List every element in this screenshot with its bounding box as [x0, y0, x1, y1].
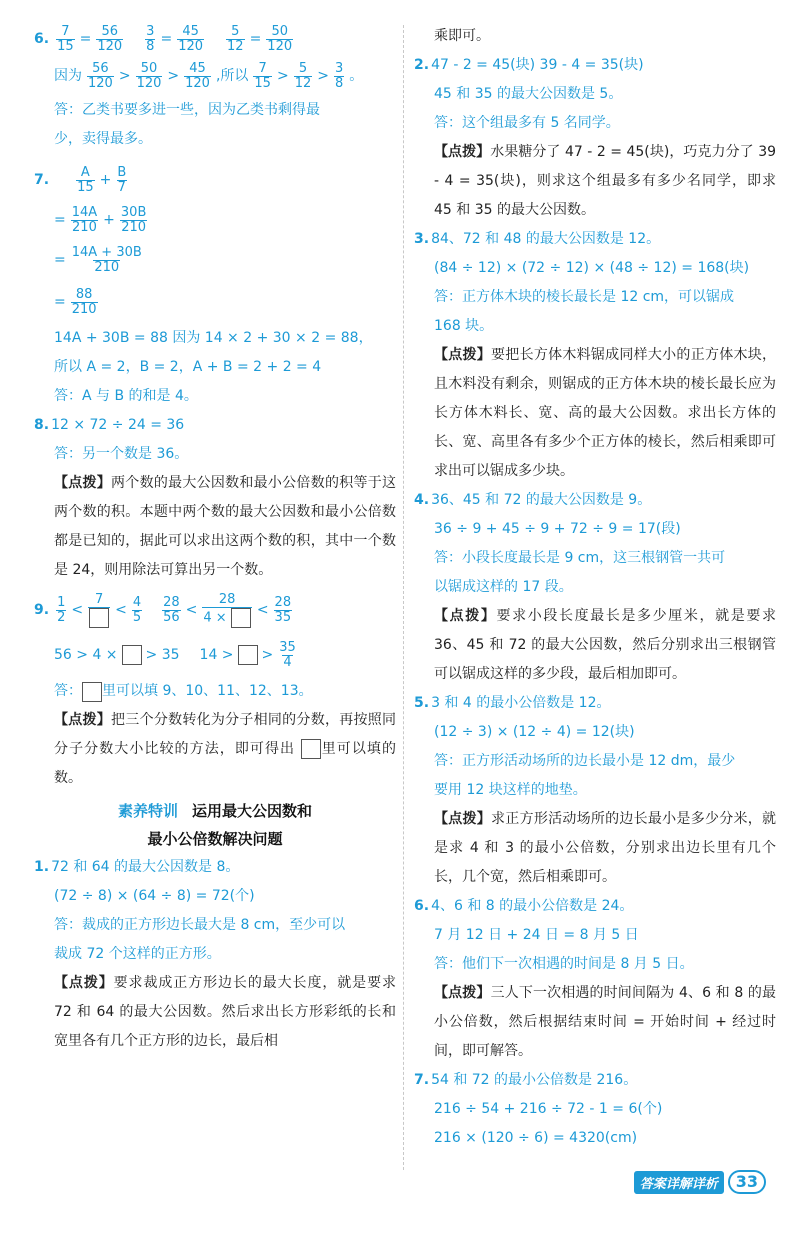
fraction: [71, 246, 143, 275]
denominator-text: 4 ×: [203, 610, 227, 625]
s6-answer: 答：他们下一次相遇的时间是 8 月 5 日。: [434, 956, 694, 972]
fraction: [202, 593, 251, 628]
note-text: 要求小段长度最长是多少厘米，就是要求 36、45 和 72 的最大公因数，然后分别求出三根钢管可以锯成这样的多少段，最后相加即可。: [434, 608, 777, 682]
note-label: 【点拨】: [434, 811, 492, 827]
denominator: 210: [121, 219, 147, 235]
fraction: [334, 62, 344, 91]
q7-step4: [34, 280, 396, 324]
q9-note: [34, 706, 396, 793]
blank-box: [122, 645, 142, 665]
blank-box: [301, 739, 321, 759]
equals-sign: =: [54, 251, 66, 268]
denominator: 2: [57, 609, 66, 625]
denominator: 15: [57, 38, 74, 54]
fraction: [71, 206, 98, 235]
s4-answer-line2: 以锯成这样的 17 段。: [434, 579, 573, 595]
denominator: 120: [136, 75, 162, 91]
q9-fractions: [34, 587, 396, 633]
denominator: 15: [254, 75, 271, 91]
note-text: 求正方形活动场所的边长最小是多少分米，就是求 4 和 3 的最小公倍数，分别求出边长里有几个长，几个宽，然后相乘即可。: [434, 811, 777, 885]
s4-line1: [414, 486, 776, 515]
q7-answer: 答：A 与 B 的和是 4。: [54, 388, 198, 404]
text: 84、72 和 48 的最大公因数是 12。: [431, 231, 661, 247]
note-label: 【点拨】: [54, 975, 114, 991]
q8-expression: 12 × 72 ÷ 24 = 36: [51, 417, 185, 433]
greater-than-sign: >: [167, 67, 180, 84]
note-text: 三人下一次相遇的时间间隔为 4、6 和 8 的最小公倍数，然后根据结束时间 = 开始时间 + 经过时间，即可解答。: [434, 985, 776, 1059]
q9-answer: [34, 677, 396, 706]
numerator: 28: [163, 594, 180, 610]
q8-number: 8.: [34, 417, 50, 433]
numerator: A: [80, 164, 90, 180]
denominator: 7: [117, 179, 126, 195]
blank-box: [231, 608, 251, 628]
note-label: 【点拨】: [434, 608, 497, 624]
fraction: [294, 62, 313, 91]
plus-sign: +: [99, 171, 112, 188]
q7-expression: [34, 160, 396, 200]
equals-sign: =: [249, 30, 262, 47]
fraction: [120, 206, 147, 235]
s3-line2: (84 ÷ 12) × (72 ÷ 12) × (48 ÷ 12) = 168(块): [434, 260, 750, 276]
text: 47 - 2 = 45(块) 39 - 4 = 35(块): [431, 57, 644, 73]
numerator: 7: [94, 591, 104, 607]
fraction: [71, 288, 98, 317]
denominator: 12: [227, 38, 244, 54]
plus-sign: +: [103, 211, 115, 228]
s4-note: [414, 602, 776, 689]
section-tag: 素养特训: [117, 802, 178, 820]
denominator: 120: [97, 38, 123, 54]
s2-line1: [414, 51, 776, 80]
text: 72 和 64 的最大公因数是 8。: [51, 859, 240, 875]
numerator: 5: [298, 60, 308, 76]
numerator: 45: [189, 60, 206, 76]
denominator: [202, 607, 251, 628]
denominator: 12: [294, 75, 312, 91]
greater-than-sign: >: [118, 67, 131, 84]
s3-answer-line2: 168 块。: [434, 318, 494, 334]
note-label: 【点拨】: [434, 347, 492, 363]
greater-than-sign: >: [317, 67, 329, 84]
section-title-line2: 最小公倍数解决问题: [147, 830, 283, 848]
right-column: [414, 22, 776, 1153]
fraction: [136, 62, 163, 91]
s1-line1: [34, 853, 396, 882]
fraction: [177, 25, 204, 54]
text: 因为: [54, 67, 82, 84]
equals-sign: =: [79, 30, 92, 47]
s2-line2: 45 和 35 的最大公因数是 5。: [434, 86, 623, 102]
s7-line1: [414, 1066, 776, 1095]
q6-comparison: [34, 56, 396, 96]
q8-note: [34, 469, 396, 585]
less-than-sign: <: [115, 601, 127, 618]
s5-number: 5.: [414, 695, 430, 711]
s4-number: 4.: [414, 492, 430, 508]
numerator: 1: [57, 594, 66, 610]
equals-sign: =: [160, 30, 173, 47]
numerator: 5: [231, 23, 240, 39]
column-divider: [403, 25, 404, 1170]
q8-calc: [34, 411, 396, 440]
s2-number: 2.: [414, 57, 430, 73]
q7-line6: 所以 A = 2，B = 2，A + B = 2 + 2 = 4: [54, 359, 322, 375]
s5-answer-line2: 要用 12 块这样的地垫。: [434, 782, 587, 798]
fraction: [278, 641, 297, 670]
numerator: 45: [182, 23, 199, 39]
equals-sign: =: [54, 211, 66, 228]
q9-number: 9.: [34, 601, 50, 618]
s4-answer-line1: 答：小段长度最长是 9 cm，这三根钢管一共可: [434, 550, 726, 566]
denominator: 210: [94, 259, 120, 275]
s1-line2: (72 ÷ 8) × (64 ÷ 8) = 72(个): [54, 888, 255, 904]
q7-step3: [34, 240, 396, 280]
fraction: [88, 593, 110, 628]
s6-number: 6.: [414, 898, 430, 914]
text: 4、6 和 8 的最小公倍数是 24。: [431, 898, 634, 914]
note-text: 里可以填的数。: [54, 741, 397, 786]
s5-answer-line1: 答：正方形活动场所的边长最小是 12 dm，最少: [434, 753, 736, 769]
text: 3 和 4 的最小公倍数是 12。: [431, 695, 611, 711]
note-label: 【点拨】: [54, 475, 112, 491]
denominator: 56: [163, 609, 180, 625]
left-column: [34, 22, 396, 1056]
s5-note: [414, 805, 776, 892]
q7-number: 7.: [34, 171, 50, 188]
text: 54 和 72 的最小公倍数是 216。: [431, 1072, 638, 1088]
denominator: 4: [283, 654, 292, 670]
s7-number: 7.: [414, 1072, 430, 1088]
q9-inequalities: [34, 633, 396, 677]
numerator: 50: [271, 23, 288, 39]
fraction: [87, 62, 114, 91]
text: 14 >: [199, 646, 234, 663]
denominator: 8: [334, 75, 344, 91]
numerator: 14A + 30B: [71, 244, 142, 260]
numerator: B: [117, 164, 127, 180]
numerator: 14A: [71, 204, 98, 220]
s3-answer-line1: 答：正方体木块的棱长最长是 12 cm，可以锯成: [434, 289, 735, 305]
fraction: [226, 25, 245, 54]
fraction: [162, 596, 181, 625]
s6-line1: [414, 892, 776, 921]
note-text: 水果糖分了 47 - 2 = 45(块)，巧克力分了 39 - 4 = 35(块)，则求这个组最多有多少名同学，即求 45 和 35 的最大公因数。: [434, 144, 777, 218]
s3-line1: [414, 225, 776, 254]
q6-answer-line2: 少，卖得最多。: [54, 131, 152, 147]
fraction: [56, 596, 66, 625]
less-than-sign: <: [71, 601, 84, 618]
numerator: 3: [146, 23, 155, 39]
denominator: 120: [185, 75, 210, 91]
s3-number: 3.: [414, 231, 430, 247]
denominator: [88, 607, 110, 628]
note-label: 【点拨】: [434, 985, 491, 1001]
fraction: [56, 25, 75, 54]
numerator: 28: [274, 594, 292, 610]
page-number: 33: [728, 1170, 766, 1194]
fraction: [132, 596, 142, 625]
text: ,所以: [215, 67, 249, 84]
blank-box: [82, 682, 102, 702]
denominator: 35: [274, 609, 292, 625]
text: >: [261, 646, 274, 663]
q6-number: 6.: [34, 30, 50, 47]
equals-sign: =: [54, 293, 66, 310]
section-title-text: 运用最大公因数和: [192, 802, 313, 820]
fraction: [116, 166, 127, 195]
denominator: 15: [77, 179, 94, 195]
blank-box: [89, 608, 109, 628]
text: > 35: [145, 646, 180, 663]
numerator: 4: [132, 594, 142, 610]
fraction: [274, 596, 293, 625]
q6-fractions: [34, 22, 396, 56]
page-footer: [634, 1170, 766, 1194]
denominator: 8: [146, 38, 155, 54]
s1-note-continued: 乘即可。: [434, 28, 490, 44]
denominator: 5: [132, 609, 142, 625]
s2-note: [414, 138, 776, 225]
denominator: 120: [267, 38, 293, 54]
q6-answer-line1: 答：乙类书要多进一些，因为乙类书剩得最: [54, 102, 320, 118]
fraction: [184, 62, 211, 91]
text: 里可以填 9、10、11、12、13。: [102, 683, 313, 699]
note-text: 两个数的最大公因数和最小公倍数的积等于这两个数的积。本题中两个数的最大公因数和最小公倍数都是已知的，据此可以求出这两个数的积，其中一个数是 24，则用除法可算出另一个数。: [54, 475, 397, 578]
s6-note: [414, 979, 776, 1066]
numerator: 3: [334, 60, 344, 76]
s2-answer: 答：这个组最多有 5 名同学。: [434, 115, 620, 131]
s6-line2: 7 月 12 日 + 24 日 = 8 月 5 日: [434, 927, 639, 943]
numerator: 56: [92, 60, 109, 76]
numerator: 7: [61, 23, 70, 39]
s7-line2: 216 ÷ 54 + 216 ÷ 72 - 1 = 6(个): [434, 1101, 663, 1117]
s3-note: [414, 341, 776, 486]
fraction: [145, 25, 155, 54]
note-label: 【点拨】: [54, 712, 112, 728]
denominator: 120: [178, 38, 204, 54]
less-than-sign: <: [185, 601, 198, 618]
numerator: 88: [75, 286, 93, 302]
fraction: [96, 25, 123, 54]
q7-step2: [34, 200, 396, 240]
denominator: 210: [72, 219, 97, 235]
s5-line1: [414, 689, 776, 718]
less-than-sign: <: [256, 601, 269, 618]
text: 答：: [54, 683, 82, 699]
q8-answer: 答：另一个数是 36。: [54, 446, 189, 462]
numerator: 56: [101, 23, 119, 39]
greater-than-sign: >: [276, 67, 289, 84]
note-text: 要求裁成正方形边长的最大长度，就是要求 72 和 64 的最大公因数。然后求出长方形彩纸的长和宽里各有几个正方形的边长，最后相: [54, 975, 397, 1049]
text: 56 > 4 ×: [54, 646, 118, 663]
note-text: 把三个分数转化为分子相同的分数，再按照同分子分数大小比较的方法，即可得出: [54, 712, 397, 757]
fraction: [253, 62, 272, 91]
numerator: 28: [218, 591, 236, 607]
s1-note: [34, 969, 396, 1056]
denominator: 210: [71, 301, 97, 317]
text: 。: [349, 67, 364, 84]
s7-line3: 216 × (120 ÷ 6) = 4320(cm): [434, 1130, 638, 1146]
note-text: 要把长方体木料锯成同样大小的正方体木块，且木料没有剩余，则锯成的正方体木块的棱长最长应为长方体木料长、宽、高的最大公因数。求出长方体的长、宽、高里各有多少个正方体的棱长，然后相乘即可求出可以锯成多少块。: [434, 347, 777, 479]
blank-box: [238, 645, 258, 665]
footer-label: 答案详解详析: [634, 1171, 724, 1194]
fraction: [76, 166, 95, 195]
fraction: [266, 25, 293, 54]
section-title-line1: [34, 797, 396, 825]
numerator: 7: [258, 60, 267, 76]
text: 36、45 和 72 的最大公因数是 9。: [431, 492, 652, 508]
s4-line2: 36 ÷ 9 + 45 ÷ 9 + 72 ÷ 9 = 17(段): [434, 521, 681, 537]
s1-number: 1.: [34, 859, 50, 875]
numerator: 30B: [120, 204, 147, 220]
q7-line5: 14A + 30B = 88 因为 14 × 2 + 30 × 2 = 88，: [54, 330, 373, 346]
numerator: 50: [140, 60, 158, 76]
denominator: 120: [88, 75, 113, 91]
s5-line2: (12 ÷ 3) × (12 ÷ 4) = 12(块): [434, 724, 635, 740]
s1-answer-line2: 裁成 72 个这样的正方形。: [54, 946, 221, 962]
s1-answer-line1: 答：裁成的正方形边长最大是 8 cm，至少可以: [54, 917, 346, 933]
numerator: 35: [279, 639, 296, 655]
note-label: 【点拨】: [434, 144, 491, 160]
